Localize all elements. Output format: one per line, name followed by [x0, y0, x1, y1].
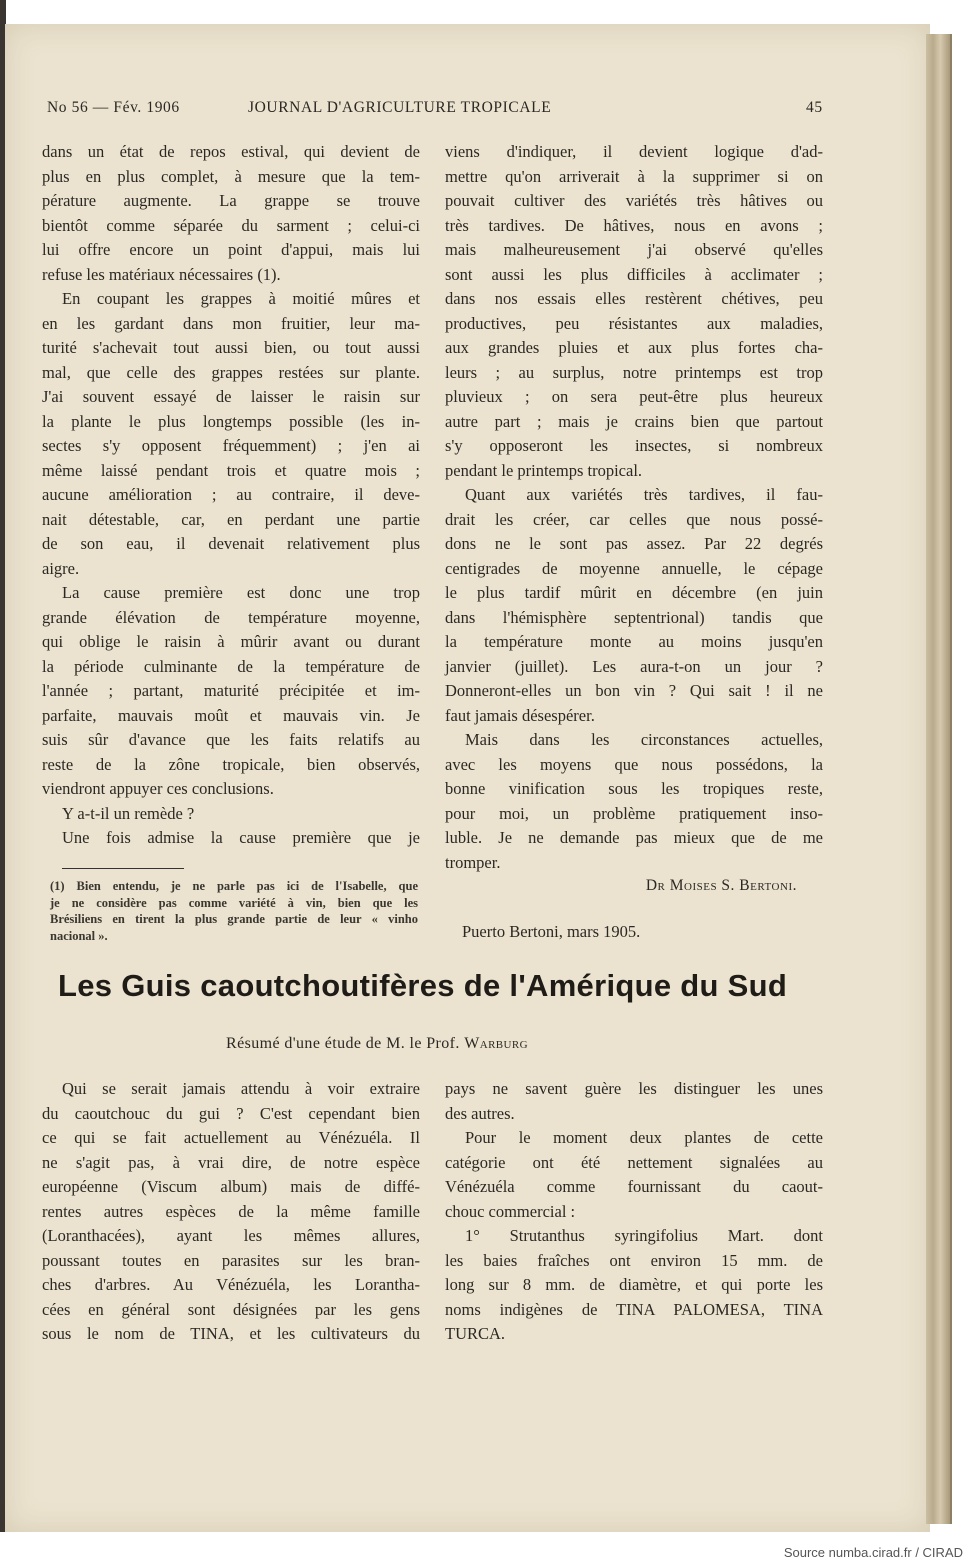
text-line: janvier (juillet). Les aura-t-on un jour ?: [445, 656, 823, 676]
text-line: productives, peu résistantes aux maladies,: [445, 313, 823, 333]
text-line: TURCA.: [445, 1324, 506, 1343]
text-line: Mais dans les circonstances actuelles,: [465, 730, 823, 749]
text-line: Pour le moment deux plantes de cette: [465, 1128, 823, 1147]
text-line: ches d'arbres. Au Vénézuéla, les Lorantha-: [42, 1275, 420, 1294]
article1-right-column: [445, 140, 823, 875]
text-line: reste de la zône tropicale, bien observés,: [42, 754, 420, 774]
text-line: Y a-t-il un remède ?: [62, 803, 195, 823]
text-line: la température monte au moins jusqu'en: [445, 632, 823, 651]
text-line: Quant aux variétés très tardives, il fau-: [465, 485, 823, 504]
text-line: poussant toutes en parasites sur les bran-: [42, 1250, 420, 1270]
text-line: dans un état de repos estival, qui devient de: [42, 142, 420, 161]
footnote-line: Brésiliens en tirent la plus grande partie de leur « vinho: [50, 912, 418, 926]
footnote-rule: [62, 868, 184, 869]
text-line: les baies fraîches ont environ 15 mm. de: [445, 1250, 823, 1270]
text-line: le plus tardif mûrit en décembre (en juin: [445, 583, 823, 602]
text-line: dans nos essais elles restèrent chétives, peu: [445, 289, 823, 308]
text-line: de son eau, il devenait relativement plus: [42, 534, 420, 553]
text-line: sont aussi les plus difficiles à acclimater ;: [445, 264, 823, 284]
text-line: noms indigènes de TINA PALOMESA, TINA: [445, 1299, 823, 1319]
article2-left-column: [42, 1077, 420, 1347]
article1-left-column: [42, 140, 420, 851]
text-line: centigrades de moyenne annuelle, le cépage: [445, 558, 823, 578]
text-line: viens d'indiquer, il devient logique d'ad-: [445, 142, 823, 161]
text-line: luble. Je ne demande pas mieux que de me: [445, 828, 823, 847]
text-line: sous le nom de TINA, et les cultivateurs du: [42, 1324, 420, 1343]
text-line: catégorie ont été nettement signalées au: [445, 1152, 823, 1172]
text-line: dons ne le sont pas assez. Par 22 degrés: [445, 534, 823, 553]
text-line: turité s'achevait tout aussi bien, ou tout aussi: [42, 338, 420, 357]
article2-right-column: [445, 1077, 823, 1347]
text-line: aigre.: [42, 558, 80, 578]
text-line: lui offre encore un point d'appui, mais lui: [42, 240, 420, 259]
place-date: Puerto Bertoni, mars 1905.: [462, 922, 641, 941]
text-line: sectes s'y opposent fréquemment) ; j'en ai: [42, 436, 420, 455]
article-title: Les Guis caoutchoutifères de l'Amérique du Sud: [58, 968, 788, 1003]
text-line: En coupant les grappes à moitié mûres et: [62, 289, 420, 308]
text-line: (Loranthacées), ayant les mêmes allures,: [42, 1226, 420, 1245]
footnote: [50, 878, 418, 944]
text-line: la plante le plus longtemps possible (les in-: [42, 411, 420, 431]
text-line: ce qui se fait actuellement au Vénézuéla. Il: [42, 1128, 420, 1147]
text-line: faut jamais désespérer.: [445, 705, 595, 725]
footnote-line: je ne considère pas comme variété à vin, bien que les: [50, 895, 418, 910]
text-line: parfaite, mauvais moût et mauvais vin. Je: [42, 705, 420, 725]
author-signature: Dr Moises S. Bertoni.: [645, 877, 797, 894]
text-line: dans l'hémisphère septentrional) tandis que: [445, 607, 823, 627]
text-line: pérature augmente. La grappe se trouve: [42, 191, 420, 210]
text-line: européenne (Viscum album) mais de diffé-: [42, 1177, 420, 1196]
text-line: rentes autres espèces de la même famille: [42, 1201, 420, 1221]
text-line: leurs ; au surplus, notre printemps est trop: [445, 362, 823, 382]
text-line: autre part ; mais je crains bien que partout: [445, 411, 823, 431]
footnote-line: (1) Bien entendu, je ne parle pas ici de l'Isabelle, que: [50, 879, 418, 893]
text-line: mettre qu'on arriverait à la supprimer si on: [445, 166, 823, 186]
text-line: viendront appuyer ces conclusions.: [42, 779, 274, 798]
text-line: pays ne savent guère les distinguer les unes: [445, 1079, 823, 1098]
text-line: chouc commercial :: [445, 1201, 576, 1221]
text-line: plus en plus complet, à mesure que la tem-: [42, 166, 420, 186]
text-line: même laissé pendant trois et quatre mois ;: [42, 460, 420, 480]
text-line: refuse les matériaux nécessaires (1).: [42, 264, 281, 284]
text-line: bonne vinification sous les tropiques reste,: [445, 779, 823, 798]
text-line: en les gardant dans mon fruitier, leur ma-: [42, 313, 420, 333]
text-line: pluvieux ; on sera peut-être plus heureux: [445, 387, 823, 406]
page-number: 45: [806, 99, 823, 116]
text-line: mais malheureusement j'ai observé qu'elles: [445, 240, 823, 259]
source-credit: Source numba.cirad.fr / CIRAD: [783, 1545, 963, 1560]
text-line: s'y opposeront les insectes, si nombreux: [445, 436, 823, 455]
text-line: J'ai souvent essayé de laisser le raisin sur: [42, 387, 420, 406]
text-line: suis sûr d'avance que les faits relatifs au: [42, 730, 420, 749]
text-line: avec les moyens que nous possédons, la: [445, 754, 823, 774]
text-line: La cause première est donc une trop: [62, 583, 420, 602]
text-line: Vénézuéla comme fournissant du caout-: [445, 1177, 823, 1196]
text-line: Une fois admise la cause première que je: [62, 828, 420, 847]
issue-number: No 56 — Fév. 1906: [47, 99, 180, 116]
text-line: très tardives. De hâtives, nous en avons ;: [445, 215, 823, 235]
text-line: ne s'agit pas, à vrai dire, de notre espèce: [42, 1152, 420, 1172]
text-line: tromper.: [445, 852, 501, 872]
text-line: nait détestable, car, en perdant une partie: [42, 509, 420, 529]
text-line: pouvait cultiver des variétés très hâtives ou: [445, 191, 823, 210]
subtitle-prefix: Résumé d'une étude de M. le Prof.: [226, 1035, 460, 1052]
text-line: aucune amélioration ; au contraire, il deve-: [42, 485, 420, 504]
footnote-line: nacional ».: [50, 928, 108, 943]
text-line: la période culminante de la température de: [42, 656, 420, 676]
page-stack-edge: [926, 34, 952, 1524]
text-line: qui oblige le raisin à mûrir avant ou durant: [42, 632, 420, 651]
text-line: grande élévation de température moyenne,: [42, 607, 420, 627]
text-line: l'année ; partant, maturité précipitée et im-: [42, 681, 420, 700]
text-line: pendant le printemps tropical.: [445, 460, 643, 480]
text-line: bientôt comme séparée du sarment ; celui-ci: [42, 215, 420, 235]
article-subtitle: [226, 1035, 528, 1053]
text-line: Qui se serait jamais attendu à voir extraire: [62, 1079, 420, 1098]
text-line: mal, que celle des grappes restées sur plante.: [42, 362, 420, 382]
journal-title: JOURNAL D'AGRICULTURE TROPICALE: [248, 99, 552, 116]
text-line: Donneront-elles un bon vin ? Qui sait ! il ne: [445, 681, 823, 700]
text-line: du caoutchouc du gui ? C'est cependant bien: [42, 1103, 420, 1123]
text-line: des autres.: [445, 1103, 515, 1123]
text-line: 1° Strutanthus syringifolius Mart. dont: [465, 1226, 823, 1245]
text-line: long sur 8 mm. de diamètre, et qui porte les: [445, 1275, 823, 1294]
text-line: drait les créer, car celles que nous possé-: [445, 509, 823, 529]
subtitle-author: Warburg: [464, 1035, 528, 1052]
text-line: cées en général sont désignées par les gens: [42, 1299, 420, 1319]
text-line: aux grandes pluies et aux plus fortes cha-: [445, 338, 823, 357]
text-line: pour moi, un problème pratiquement inso-: [445, 803, 823, 823]
